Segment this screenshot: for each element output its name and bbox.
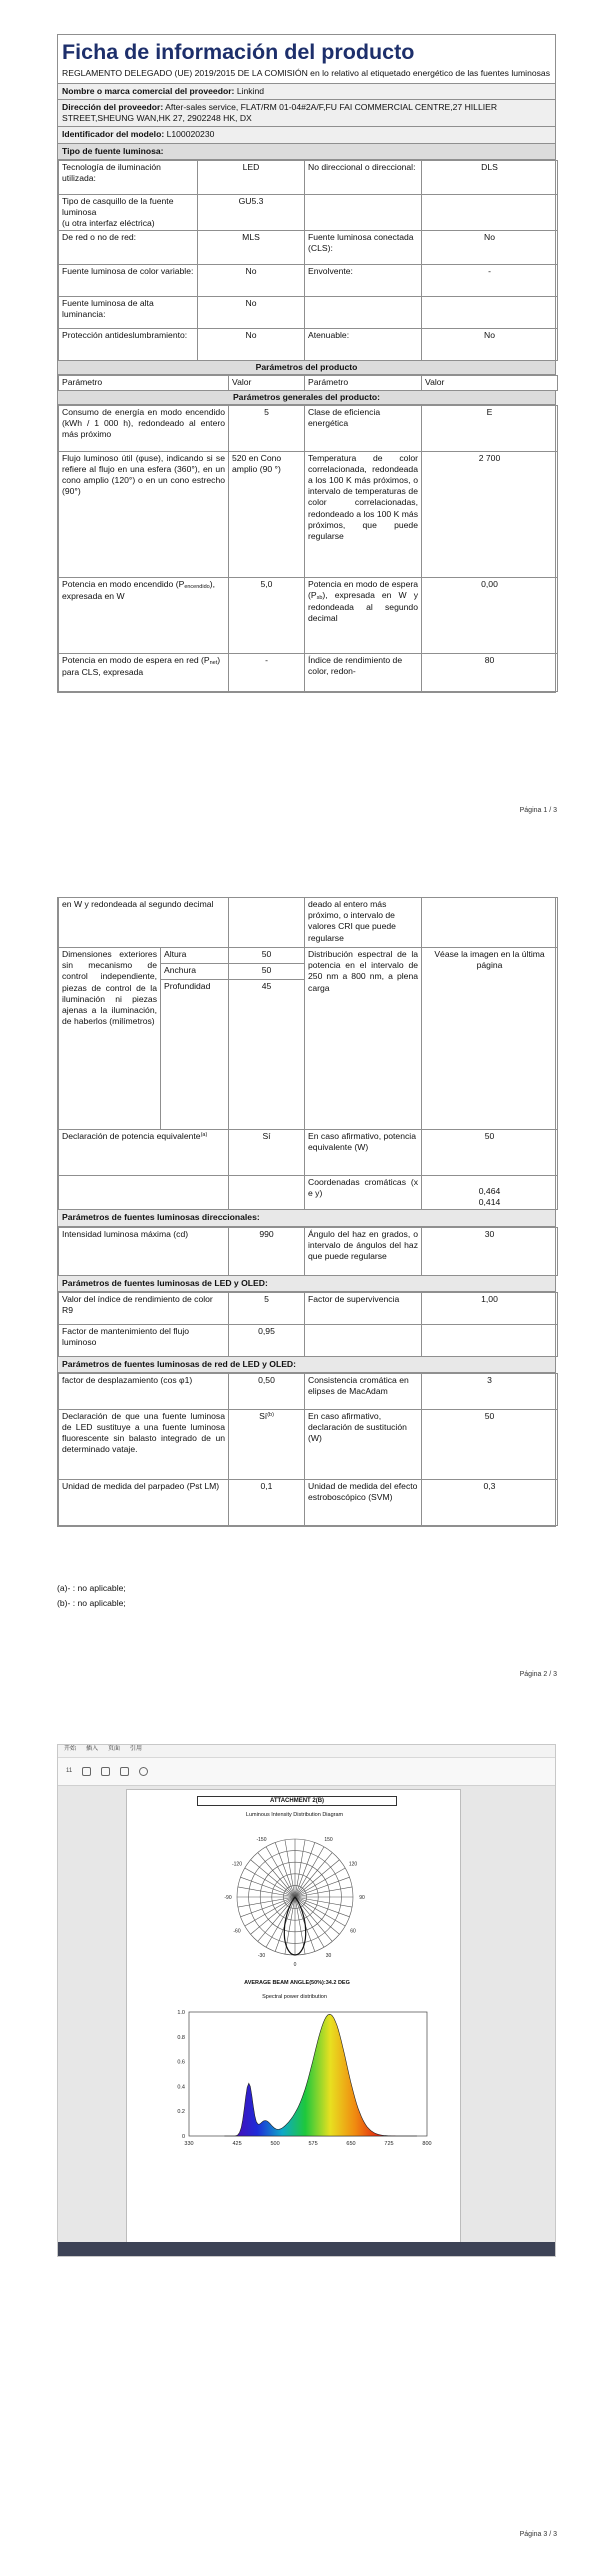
table-row [59,194,558,231]
page-number: Página 1 / 3 [519,807,557,814]
cell-label: Intensidad luminosa máxima (cd) [59,1227,229,1275]
rotate-icon[interactable] [82,1767,91,1776]
on-power-label-end: ), expresada en W [62,578,215,601]
cell-label: Factor de supervivencia [305,1292,422,1324]
polar-angle-label: 90 [359,1895,365,1901]
cell-label: Índice de rendimiento de color, redon- [305,653,422,691]
table-row [59,160,558,194]
polar-angle-label: -60 [233,1928,241,1935]
cell-value: 0,3 [422,1479,558,1525]
table-row [59,451,558,577]
search-icon[interactable] [139,1767,148,1776]
cell-value [422,898,558,948]
mains-led-table [58,1373,558,1526]
table-header-row [59,376,558,390]
general-params-heading: Parámetros generales del producto: [58,391,555,405]
cell-value: 0,00 [422,577,558,653]
product-sheet-page-1 [57,34,556,693]
x-tick-label: 800 [422,2141,432,2147]
cell-label: Tecnología de iluminación utilizada: [59,160,198,194]
continued-params-table [58,897,558,1210]
equivalent-value: Sí [229,1130,305,1176]
cell-value: 3 [422,1373,558,1409]
cell-label [59,577,229,653]
cell-label: Flujo luminoso útil (φuse), indicando si se refiere al flujo en una esfera (360°), en un cono amplio (120°) o en un cono estrecho (90°) [59,451,229,577]
general-params-table [58,405,558,692]
y-tick-label: 0.2 [177,2109,185,2116]
footnote-ref: (b) [267,1411,274,1418]
footnote-ref: (a) [200,1132,208,1138]
cell-label: De red o no de red: [59,231,198,265]
spectrum-chart [167,2004,437,2154]
spectral-value: Véase la imagen en la última página [422,948,558,1130]
cell-label [305,194,422,231]
product-sheet-page-2 [57,897,556,1527]
supplier-address-row [58,100,555,127]
cell-value: No [198,329,305,361]
polar-angle-label: -30 [257,1953,266,1959]
menu-item[interactable]: 页面 [108,1746,121,1752]
net-power-label-end: ) para CLS, expresada [62,654,221,677]
on-power-subscript: encendido [184,583,210,590]
directional-table [58,1227,558,1276]
cell-value: - [422,265,558,297]
polar-angle-label: 0 [293,1962,297,1968]
dimension-value: 45 [229,980,305,1130]
cell-label [59,194,198,231]
cell-label: Unidad de medida del efecto estroboscópico (SVM) [305,1479,422,1525]
menu-item[interactable]: 引用 [130,1746,143,1752]
menu-item[interactable]: 开始 [64,1746,77,1752]
attachment-page [126,1789,461,2249]
supplier-name-value: Linkind [236,85,265,96]
y-tick-label: 0.8 [177,2034,185,2041]
polar-angle-label: -90 [224,1895,232,1901]
cell-label: Envolvente: [305,265,422,297]
table-row [59,297,558,329]
cell-value: 0,95 [229,1324,305,1356]
cell-label: factor de desplazamiento (cos φ1) [59,1373,229,1409]
polar-angle-label: -150 [256,1837,267,1843]
cell-value: 5,0 [229,577,305,653]
supplier-address-value: After-sales service, FLAT/RM 01-04#2A/F,FU FAI COMMERCIAL CENTRE,27 HILLIER STREET,SHEUNG WAN,HK 27, 2902248 HK, DX [62,102,498,124]
regulation-text: REGLAMENTO DELEGADO (UE) 2019/2015 DE LA COMISIÓN en lo relativo al etiquetado energético de las fuentes luminosas [58,68,555,84]
cell-value: 80 [422,653,558,691]
col-header-param: Parámetro [305,376,422,390]
equivalent-power-value: 50 [422,1130,558,1176]
table-row [59,1227,558,1275]
dimension-name: Altura [161,948,229,964]
y-tick-label: 0.4 [177,2084,185,2091]
zoom-value[interactable]: 11 [66,1767,73,1774]
standby-power-label-end: ), expresada en W y redondeada al segundo decimal [308,589,418,624]
footnotes [57,1581,126,1611]
cell-value: No [198,297,305,329]
x-tick-label: 330 [184,2141,194,2147]
footnote-a: (a)- : no aplicable; [57,1583,126,1593]
cell-label: Consumo de energía en modo encendido (kWh / 1 000 h), redondeado al entero más próximo [59,405,229,451]
table-row [59,898,558,948]
table-row [59,653,558,691]
cell-value: 1,00 [422,1292,558,1324]
cell-value: 5 [229,1292,305,1324]
x-tick-label: 500 [270,2141,280,2147]
polar-angle-label: 150 [324,1837,333,1843]
page-2 [0,855,603,1700]
dimension-value: 50 [229,964,305,980]
menu-bar [58,1745,555,1758]
product-params-table [58,375,558,390]
page-number: Página 2 / 3 [519,1671,557,1678]
cell-value: 5 [229,405,305,451]
cell-label: en W y redondeada al segundo decimal [59,898,229,948]
cell-value: 50 [422,1409,558,1479]
attachment-title: ATTACHMENT 2(B) [197,1796,397,1806]
cell-value [229,898,305,948]
y-tick-label: 0.6 [177,2059,185,2066]
cell-value: GU5.3 [198,194,305,231]
cell-label: Fuente luminosa conectada (CLS): [305,231,422,265]
table-row [59,1130,558,1176]
polar-angle-label: 60 [350,1928,356,1935]
table-row [59,1324,558,1356]
model-row [58,127,555,143]
page-1 [0,0,603,855]
table-row [59,948,558,964]
table-row [59,1292,558,1324]
chroma-y: 0,414 [478,1197,501,1208]
beam-angle-caption: AVERAGE BEAM ANGLE(50%):34.2 DEG [244,1980,350,1986]
col-header-value: Valor [422,376,558,390]
cell-label: No direccional o direccional: [305,160,422,194]
table-row [59,1176,558,1210]
toolbar [58,1758,555,1786]
cell-label: Temperatura de color correlacionada, redondeada a los 100 K más próximos, o intervalo de temperaturas de color correlacionadas, redondeado a los 100 K más próximos, que puede regularse [305,451,422,577]
supplier-address-label: Dirección del proveedor: [62,102,164,113]
model-label: Identificador del modelo: [62,129,165,140]
cell-value: E [422,405,558,451]
cell-label: Factor de mantenimiento del flujo luminoso [59,1324,229,1356]
table-row [59,1479,558,1525]
cell-value: MLS [198,231,305,265]
cell-value: 30 [422,1227,558,1275]
on-power-label: Potencia en modo encendido (P [62,578,185,589]
equivalent-power-label: En caso afirmativo, potencia equivalente (W) [305,1130,422,1176]
cap-type-note: (u otra interfaz eléctrica) [62,218,155,229]
dimension-name: Anchura [161,964,229,980]
y-tick-label: 1.0 [177,2010,185,2016]
dimension-name: Profundidad [161,980,229,1130]
chromaticity-label: Coordenadas cromáticas (x e y) [305,1176,422,1210]
cell-label: Unidad de medida del parpadeo (Pst LM) [59,1479,229,1525]
taskbar [58,2242,555,2256]
cell-label: Clase de eficiencia energética [305,405,422,451]
table-row [59,1373,558,1409]
table-row [59,329,558,361]
cell-value [229,1409,305,1479]
x-tick-label: 575 [308,2141,318,2147]
col-header-value: Valor [229,376,305,390]
cell-value: 520 en Cono amplio (90 °) [229,451,305,577]
model-value: L100020230 [166,129,215,140]
page-number: Página 3 / 3 [519,2531,557,2538]
dimension-value: 50 [229,948,305,964]
spectral-label: Distribución espectral de la potencia en el intervalo de 250 nm a 800 nm, a plena carga [305,948,422,1130]
polar-angle-label: 30 [325,1953,332,1959]
cell-value: 2 700 [422,451,558,577]
cell-label: Declaración de que una fuente luminosa de LED sustituye a una fuente luminosa fluorescente sin balasto integrado de un determinado vataje. [59,1409,229,1479]
polar-angle-label: 120 [348,1861,358,1868]
cell-label: En caso afirmativo, declaración de sustitución (W) [305,1409,422,1479]
source-type-heading: Tipo de fuente luminosa: [58,144,555,160]
cell-label [305,297,422,329]
cell-value: 0,50 [229,1373,305,1409]
table-row [59,265,558,297]
cell-value: No [422,329,558,361]
cell-value [422,194,558,231]
chroma-x: 0,464 [478,1186,501,1196]
cell-value: - [229,653,305,691]
cell-value: No [198,265,305,297]
cell-label: Fuente luminosa de color variable: [59,265,198,297]
cell-label: Valor del índice de rendimiento de color R9 [59,1292,229,1324]
led-table [58,1292,558,1357]
empty-cell [422,1324,558,1356]
cell-value: 990 [229,1227,305,1275]
cell-label: Fuente luminosa de alta luminancia: [59,297,198,329]
cell-label: Ángulo del haz en grados, o intervalo de ángulos del haz que puede regularse [305,1227,422,1275]
x-tick-label: 425 [232,2141,242,2147]
cell-label: Atenuable: [305,329,422,361]
cell-label: Consistencia cromática en elipses de MacAdam [305,1373,422,1409]
menu-item[interactable]: 插入 [86,1746,99,1752]
cell-label [305,577,422,653]
empty-cell [305,1324,422,1356]
page-title: Ficha de información del producto [62,40,415,64]
table-row [59,231,558,265]
standby-power-label: Potencia en modo de espera (P [308,578,418,600]
y-tick-label: 0 [181,2134,185,2140]
polar-title: Luminous Intensity Distribution Diagram [245,1812,344,1818]
net-power-label: Potencia en modo de espera en red (P [62,654,210,665]
supplier-name-label: Nombre o marca comercial del proveedor: [62,85,235,96]
source-type-table [58,160,558,362]
font-icon[interactable] [120,1767,129,1776]
led-heading: Parámetros de fuentes luminosas de LED y OLED: [58,1276,555,1292]
empty-cell [229,1176,305,1210]
polar-diagram [205,1822,385,1972]
footnote-b: (b)- : no aplicable; [57,1598,126,1609]
cell-value: No [422,231,558,265]
table-row [59,405,558,451]
mains-led-heading: Parámetros de fuentes luminosas de red de LED y OLED: [58,1357,555,1373]
cell-value: LED [198,160,305,194]
cell-value: 0,1 [229,1479,305,1525]
cell-label: Protección antideslumbramiento: [59,329,198,361]
equivalent-power-declaration [59,1130,229,1176]
table-row [59,1409,558,1479]
equivalent-label: Declaración de potencia equivalente [62,1131,201,1141]
spectrum-area [224,2014,417,2136]
x-tick-label: 725 [384,2141,394,2147]
cell-label [59,653,229,691]
polar-angle-label: -120 [231,1861,243,1868]
embedded-screenshot [57,1744,556,2257]
cap-type-label: Tipo de casquillo de la fuente luminosa [62,195,174,217]
cell-value [422,297,558,329]
product-params-heading: Parámetros del producto [58,361,555,375]
chromaticity-values [422,1176,558,1210]
empty-cell [59,1176,229,1210]
cell-label: deado al entero más próximo, o intervalo de valores CRI que puede regularse [305,898,422,948]
x-tick-label: 650 [346,2141,356,2147]
replace-value: Sí [259,1410,268,1421]
supplier-name-row [58,84,555,100]
standby-power-subscript: sb [316,594,323,601]
cell-value: DLS [422,160,558,194]
directional-heading: Parámetros de fuentes luminosas direccionales: [58,1210,555,1226]
col-header-param: Parámetro [59,376,229,390]
spectrum-title: Spectral power distribution [262,1994,327,2000]
net-power-subscript: net [209,659,218,666]
table-row [59,577,558,653]
select-icon[interactable] [101,1767,110,1776]
dimensions-label: Dimensiones exteriores sin mecanismo de control independiente, piezas de control de la iluminación ni piezas ajenas a la iluminación, de haberlos (milímetros) [59,948,161,1130]
page-3 [0,1700,603,2560]
